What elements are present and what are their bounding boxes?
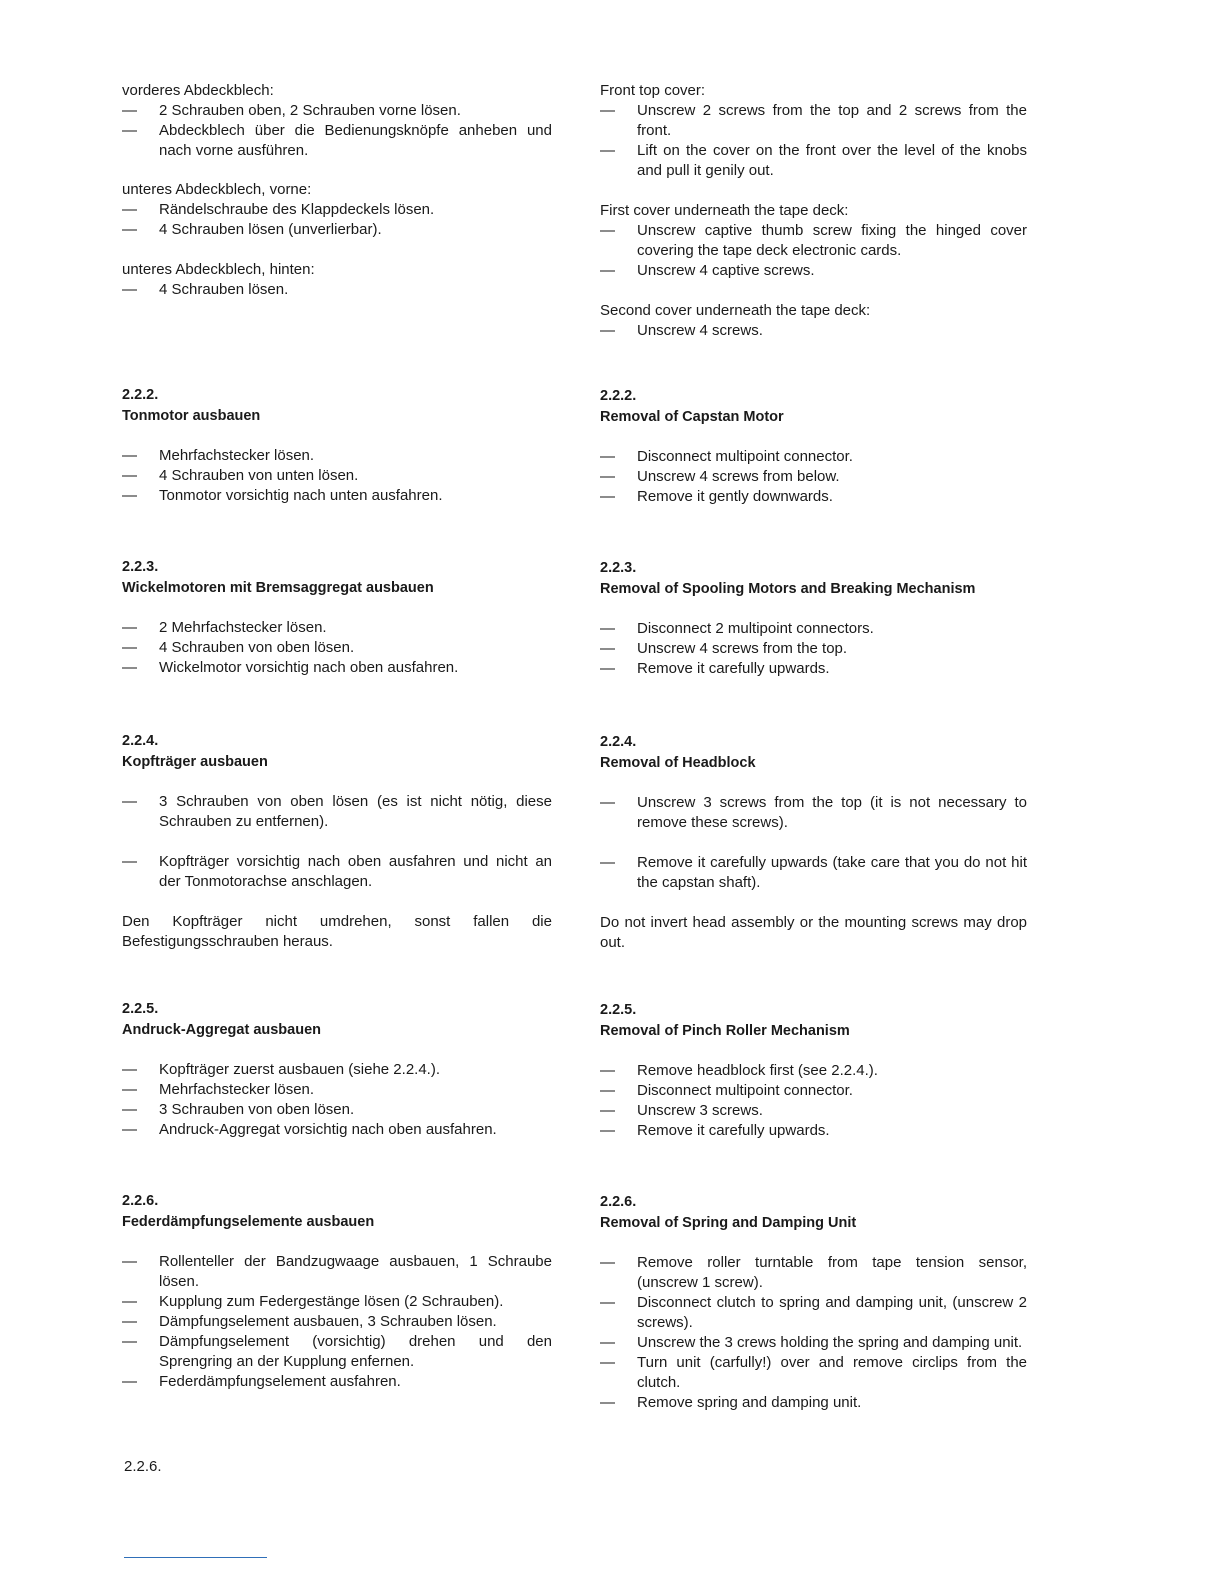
list-item: — Dämpfungselement ausbauen, 3 Schrauben lösen. [122,1312,552,1332]
section-2-2-2-en [600,386,1027,507]
list-item: — Kopfträger zuerst ausbauen (siehe 2.2.4.). [122,1060,552,1080]
list-item: — Disconnect 2 multipoint connectors. [600,619,1027,639]
list-item: — 3 Schrauben von oben lösen. [122,1100,552,1120]
section-title: Removal of Spring and Damping Unit [600,1215,857,1231]
section-2-2-3-en [600,558,1027,679]
list-item: — 4 Schrauben von unten lösen. [122,466,552,486]
section-number: 2.2.2. [600,388,637,404]
list-item: — Dämpfungselement (vorsichtig) drehen und den Sprengring an der Kupplung enfernen. [122,1332,552,1372]
section-note: Do not invert head assembly or the mounting screws may drop out. [600,914,1027,951]
list-item: — 4 Schrauben lösen (unverlierbar). [122,220,552,240]
intro-heading: Front top cover: [600,82,706,99]
section-number: 2.2.6. [122,1193,159,1209]
section-2-2-4-en [600,732,1027,953]
list-item: — Unscrew 3 screws. [600,1101,1027,1121]
section-title: Removal of Capstan Motor [600,409,784,425]
section-title: Tonmotor ausbauen [122,408,261,424]
section-2-2-6-en [600,1192,1027,1413]
section-2-2-3-de [122,557,552,678]
section-number: 2.2.2. [122,387,159,403]
intro-lower-front-cover-de [122,180,552,240]
section-2-2-2-de [122,385,552,506]
section-title: Removal of Pinch Roller Mechanism [600,1023,850,1039]
list-item: — Unscrew 4 screws from the top. [600,639,1027,659]
section-number: 2.2.5. [600,1002,637,1018]
section-2-2-6-de [122,1191,552,1392]
intro-first-cover-en [600,201,1027,281]
section-number: 2.2.4. [600,734,637,750]
list-item: — Remove spring and damping unit. [600,1393,1027,1413]
list-item: — Rollenteller der Bandzugwaage ausbauen, 1 Schraube lösen. [122,1252,552,1292]
list-item: — Disconnect multipoint connector. [600,1081,1027,1101]
list-item: — Disconnect clutch to spring and damping unit, (unscrew 2 screws). [600,1293,1027,1333]
list-item: — 4 Schrauben lösen. [122,280,552,300]
list-item: — Remove it carefully upwards (take care that you do not hit the capstan shaft). [600,853,1027,893]
section-title: Removal of Spooling Motors and Breaking Mechanism [600,581,976,597]
section-title: Wickelmotoren mit Bremsaggregat ausbauen [122,580,434,596]
section-note: Den Kopfträger nicht umdrehen, sonst fallen die Befestigungsschrauben heraus. [122,913,552,950]
section-number: 2.2.3. [600,560,637,576]
list-item: — Lift on the cover on the front over the level of the knobs and pull it genily out. [600,141,1027,181]
section-2-2-4-de [122,731,552,952]
list-item: — Unscrew 4 captive screws. [600,261,1027,281]
list-item: — Unscrew captive thumb screw fixing the hinged cover covering the tape deck electronic cards. [600,221,1027,261]
intro-heading: Second cover underneath the tape deck: [600,302,871,319]
section-title: Kopfträger ausbauen [122,754,268,770]
intro-front-cover-en [600,81,1027,181]
list-item: — Federdämpfungselement ausfahren. [122,1372,552,1392]
list-item: — Remove roller turntable from tape tension sensor, (unscrew 1 screw). [600,1253,1027,1293]
list-item: — Kopfträger vorsichtig nach oben ausfahren und nicht an der Tonmotorachse anschlagen. [122,852,552,892]
list-item: — Turn unit (carfully!) over and remove circlips from the clutch. [600,1353,1027,1393]
list-item: — Remove headblock first (see 2.2.4.). [600,1061,1027,1081]
page-label: 2.2.6. [124,1458,162,1475]
list-item: — Remove it carefully upwards. [600,1121,1027,1141]
intro-heading: vorderes Abdeckblech: [122,82,274,99]
list-item: — Mehrfachstecker lösen. [122,1080,552,1100]
list-item: — 3 Schrauben von oben lösen (es ist nicht nötig, diese Schrauben zu entfernen). [122,792,552,832]
list-item: — Kupplung zum Federgestänge lösen (2 Schrauben). [122,1292,552,1312]
intro-heading: unteres Abdeckblech, vorne: [122,181,312,198]
list-item: — Unscrew 4 screws from below. [600,467,1027,487]
list-item: — Tonmotor vorsichtig nach unten ausfahren. [122,486,552,506]
list-item: — Remove it gently downwards. [600,487,1027,507]
intro-lower-rear-cover-de [122,260,552,300]
list-item: — Unscrew the 3 crews holding the spring and damping unit. [600,1333,1027,1353]
list-item: — Abdeckblech über die Bedienungsknöpfe anheben und nach vorne ausführen. [122,121,552,161]
list-item: — Andruck-Aggregat vorsichtig nach oben ausfahren. [122,1120,552,1140]
section-number: 2.2.5. [122,1001,159,1017]
list-item: — 2 Mehrfachstecker lösen. [122,618,552,638]
list-item: — 2 Schrauben oben, 2 Schrauben vorne lösen. [122,101,552,121]
section-number: 2.2.6. [600,1194,637,1210]
list-item: — Unscrew 3 screws from the top (it is not necessary to remove these screws). [600,793,1027,833]
list-item: — Remove it carefully upwards. [600,659,1027,679]
section-title: Removal of Headblock [600,755,756,771]
list-item: — Mehrfachstecker lösen. [122,446,552,466]
list-item: — Rändelschraube des Klappdeckels lösen. [122,200,552,220]
intro-heading: unteres Abdeckblech, hinten: [122,261,315,278]
section-2-2-5-de [122,999,552,1140]
intro-heading: First cover underneath the tape deck: [600,202,849,219]
section-2-2-5-en [600,1000,1027,1141]
intro-second-cover-en [600,301,1027,341]
list-item: — Disconnect multipoint connector. [600,447,1027,467]
section-title: Federdämpfungselemente ausbauen [122,1214,375,1230]
section-number: 2.2.4. [122,733,159,749]
section-title: Andruck-Aggregat ausbauen [122,1022,321,1038]
section-number: 2.2.3. [122,559,159,575]
list-item: — Wickelmotor vorsichtig nach oben ausfahren. [122,658,552,678]
list-item: — Unscrew 2 screws from the top and 2 screws from the front. [600,101,1027,141]
intro-front-cover-de [122,81,552,161]
footer-rule [124,1557,267,1558]
list-item: — 4 Schrauben von oben lösen. [122,638,552,658]
list-item: — Unscrew 4 screws. [600,321,1027,341]
